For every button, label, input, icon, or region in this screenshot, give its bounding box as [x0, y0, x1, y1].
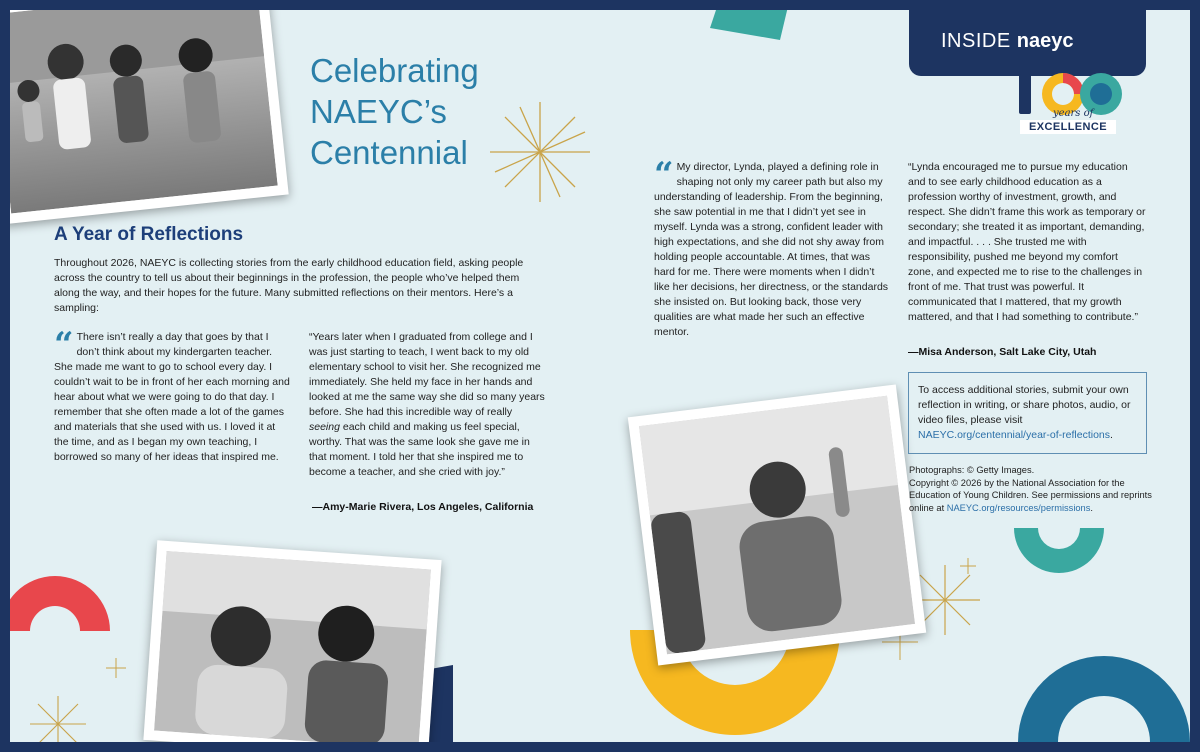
quote-text-part: “Years later when I graduated from college and I was just starting to teach, I went back to my old elementary school to visit her. She recognized me immediately. She held my face in her hands and looked at me the same way she did so many years before. She had this incredible way of really [309, 331, 545, 418]
banner-title: INSIDE naeyc [941, 30, 1074, 52]
quote-text-part: each child and making us feel special, worthy. That was the same look she gave me in that moment. I told her that she inspired me to become a teacher, and she cried with joy.” [309, 421, 530, 478]
quote-text: There isn’t really a day that goes by that I don’t think about my kindergarten teacher. She made me want to go to school every day. I couldn’t wait to be in front of her each morning and hear about what we were going to do that day. I remember that she often made a lot of the games and materials that she used with us. I loved it at the time, and as I began my own teaching, I borrowed so many of her ideas that inspired me. [54, 331, 290, 463]
quote-director-lynda [654, 155, 890, 340]
quote-mark-icon: “ [54, 325, 74, 365]
section-subhead: A Year of Reflections [54, 224, 244, 245]
photo-credits [909, 464, 1159, 514]
title-line-1: Celebrating [310, 52, 479, 89]
intro-paragraph: Throughout 2026, NAEYC is collecting stories from the early childhood education field, asking people across the country to tell us about their beginnings in the profession, the people who’ve helped them along the way, and their hopes for the future. Many submitted reflections on their mentors. Here’s a sampling: [54, 257, 524, 314]
page-title [310, 50, 479, 173]
years-of-label: years of [1053, 108, 1094, 119]
quote-text: “Lynda encouraged me to pursue my education and to see early childhood education as a profession worthy of investment, growth, and respect. She didn’t frame this work as temporary or secondary; she treated it as important, demanding, and impactful. . . . She trusted me with responsibility, pushed me beyond my comfort zone, and expected me to rise to the challenges in front of me. That trust was powerful. It communicated that I mattered, that my growth mattered, and that I had something to contribute.” [908, 161, 1146, 323]
gold-sparkle-icon [490, 102, 590, 207]
quote-text: My director, Lynda, played a defining role in shaping not only my career path but also my understanding of leadership. From the beginning, she saw potential in me that I didn’t yet see in myself. Lynda was a strong, confident leader with high expectations, and she did not shy away from holding people accountable. At times, that was hard for me. There were moments when I didn’t like her decisions, her directness, or the standards she insisted on. But looking back, those very qualities are what made her such an effective mentor. [654, 161, 889, 338]
gold-sparkle-icon [106, 658, 126, 683]
reflections-callout-box: To access additional stories, submit your own reflection in writing, or share photos, audio, or video files, please visit NAEYC.org/centennial/year-of-reflections. [908, 372, 1147, 454]
title-line-3: Centennial [310, 134, 468, 171]
attribution-anderson: —Misa Anderson, Salt Lake City, Utah [908, 346, 1097, 358]
reflections-link[interactable]: NAEYC.org/centennial/year-of-reflections [918, 429, 1111, 441]
excellence-label: EXCELLENCE [1020, 120, 1116, 134]
red-arc-shape [10, 566, 110, 641]
teacher-waving-photo [628, 384, 926, 665]
gold-sparkle-icon [960, 558, 976, 579]
teal-parallelogram-shape [710, 10, 790, 45]
children-running-photo [10, 10, 289, 224]
gold-sparkle-icon [30, 696, 86, 742]
quote-kindergarten-teacher [54, 325, 290, 465]
quote-emphasis: seeing [309, 421, 340, 433]
quote-mark-icon: “ [654, 155, 674, 195]
callout-text: To access additional stories, submit your own reflection in writing, or share photos, audio, or video files, please visit [918, 384, 1131, 426]
permissions-link[interactable]: NAEYC.org/resources/permissions [946, 502, 1091, 513]
photo-credit-line: Photographs: © Getty Images. [909, 465, 1035, 475]
title-line-2: NAEYC’s [310, 93, 447, 130]
attribution-rivera: —Amy-Marie Rivera, Los Angeles, California [312, 501, 534, 513]
mother-child-photo [143, 540, 441, 742]
blue-arc-shape [1018, 650, 1190, 742]
copyright-line: Copyright © 2026 by the National Association for the Education of Young Children. See permissions and reprints online at NAEYC.org/resources/permissions. [909, 477, 1152, 513]
quote-lynda-encouraged [908, 160, 1146, 325]
quote-elementary-visit [309, 330, 545, 480]
teal-arc-shape [1014, 528, 1104, 597]
magazine-page [10, 10, 1190, 742]
